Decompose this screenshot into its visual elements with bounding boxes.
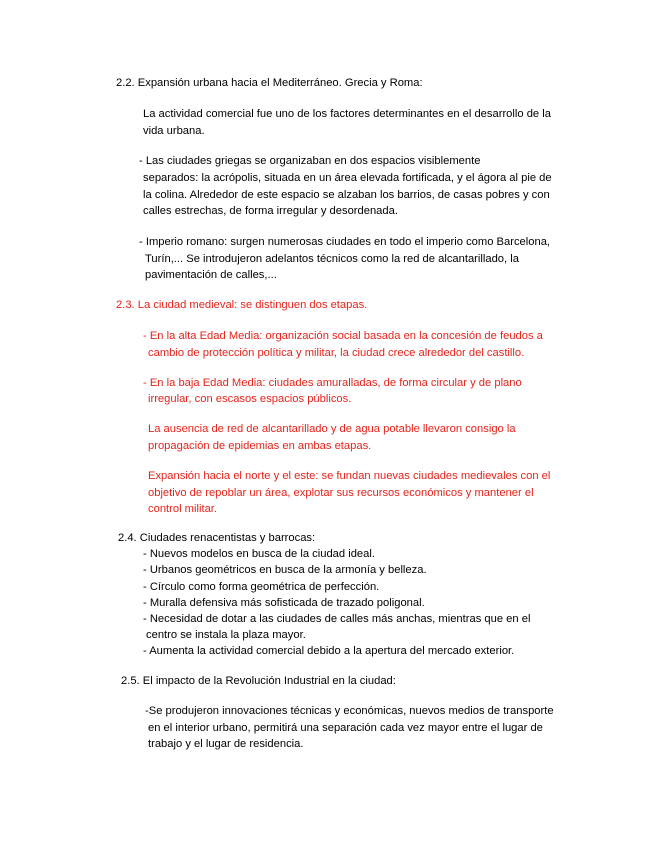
paragraph-line: objetivo de repoblar un área, explotar sus recursos económicos y mantener el	[148, 487, 534, 499]
list-item: - En la baja Edad Media: ciudades amuralladas, de forma circular y de plano	[143, 377, 522, 389]
list-item-cont: Turín,... Se introdujeron adelantos técnicos como la red de alcantarillado, la	[145, 253, 519, 265]
paragraph-line: en el interior urbano, permitirá una separación cada vez mayor entre el lugar de	[148, 722, 543, 734]
list-item-cont: calles estrechas, de forma irregular y desordenada.	[143, 205, 398, 217]
heading-2-4: 2.4. Ciudades renacentistas y barrocas:	[118, 532, 316, 544]
list-item-cont: la colina. Alrededor de este espacio se alzaban los barrios, de casas pobres y con	[143, 189, 550, 201]
list-item-cont: irregular, con escasos espacios públicos.	[148, 393, 352, 405]
list-item: - Aumenta la actividad comercial debido a la apertura del mercado exterior.	[143, 645, 515, 657]
paragraph-line: La ausencia de red de alcantarillado y de agua potable llevaron consigo la	[148, 423, 516, 435]
paragraph-line: propagación de epidemias en ambas etapas.	[148, 440, 372, 452]
paragraph-line: vida urbana.	[143, 125, 205, 137]
list-item-cont: separados: la acrópolis, situada en un área elevada fortificada, y el ágora al pie de	[143, 172, 552, 184]
list-item-cont: centro se instala la plaza mayor.	[146, 629, 306, 641]
paragraph-line: control militar.	[148, 503, 218, 515]
list-item: - Necesidad de dotar a las ciudades de calles más anchas, mientras que en el	[143, 613, 531, 625]
list-item: - Urbanos geométricos en busca de la armonía y belleza.	[143, 564, 427, 576]
list-item-cont: pavimentación de calles,...	[145, 269, 277, 281]
list-item: - Las ciudades griegas se organizaban en dos espacios visiblemente	[139, 155, 481, 167]
paragraph-line: La actividad comercial fue uno de los factores determinantes en el desarrollo de la	[143, 108, 551, 120]
heading-2-5: 2.5. El impacto de la Revolución Industrial en la ciudad:	[121, 675, 396, 687]
paragraph-line: Expansión hacia el norte y el este: se fundan nuevas ciudades medievales con el	[148, 470, 551, 482]
paragraph-line: trabajo y el lugar de residencia.	[148, 738, 304, 750]
list-item: - En la alta Edad Media: organización social basada en la concesión de feudos a	[143, 330, 543, 342]
list-item: - Imperio romano: surgen numerosas ciudades en todo el imperio como Barcelona,	[139, 236, 551, 248]
heading-2-2: 2.2. Expansión urbana hacia el Mediterráneo. Grecia y Roma:	[116, 77, 423, 89]
heading-2-3: 2.3. La ciudad medieval: se distinguen dos etapas.	[116, 299, 368, 311]
list-item: - Muralla defensiva más sofisticada de trazado poligonal.	[143, 597, 425, 609]
list-item-cont: cambio de protección política y militar, la ciudad crece alrededor del castillo.	[148, 347, 525, 359]
list-item: - Círculo como forma geométrica de perfección.	[143, 581, 380, 593]
list-item: - Nuevos modelos en busca de la ciudad ideal.	[143, 548, 375, 560]
paragraph-line: -Se produjeron innovaciones técnicas y económicas, nuevos medios de transporte	[145, 705, 554, 717]
